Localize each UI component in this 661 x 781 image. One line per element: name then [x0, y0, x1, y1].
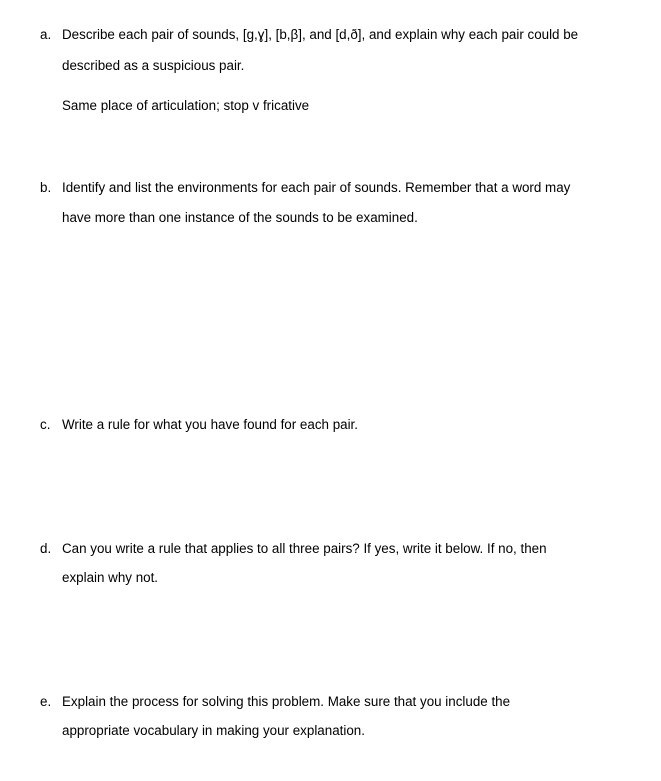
question-letter: b.: [40, 180, 52, 195]
question-letter: e.: [40, 694, 52, 709]
answer-text: Same place of articulation; stop v fricative: [62, 98, 310, 113]
question-text-line: described as a suspicious pair.: [62, 58, 245, 73]
question-text-line: Write a rule for what you have found for each pair.: [62, 417, 358, 432]
question-text-line: have more than one instance of the sounds to be examined.: [62, 210, 418, 225]
question-text-line: Identify and list the environments for each pair of sounds. Remember that a word may: [62, 180, 571, 195]
question-text-line: Explain the process for solving this problem. Make sure that you include the: [62, 694, 511, 709]
question-letter: d.: [40, 541, 52, 556]
question-letter: a.: [40, 27, 52, 42]
question-text-line: Describe each pair of sounds, [g,ɣ], [b,β], and [d,ð], and explain why each pair could be: [62, 27, 579, 42]
question-letter: c.: [40, 417, 51, 432]
question-text-line: explain why not.: [62, 570, 159, 585]
question-text-line: appropriate vocabulary in making your explanation.: [62, 723, 365, 738]
question-text-line: Can you write a rule that applies to all three pairs? If yes, write it below. If no, then: [62, 541, 547, 556]
